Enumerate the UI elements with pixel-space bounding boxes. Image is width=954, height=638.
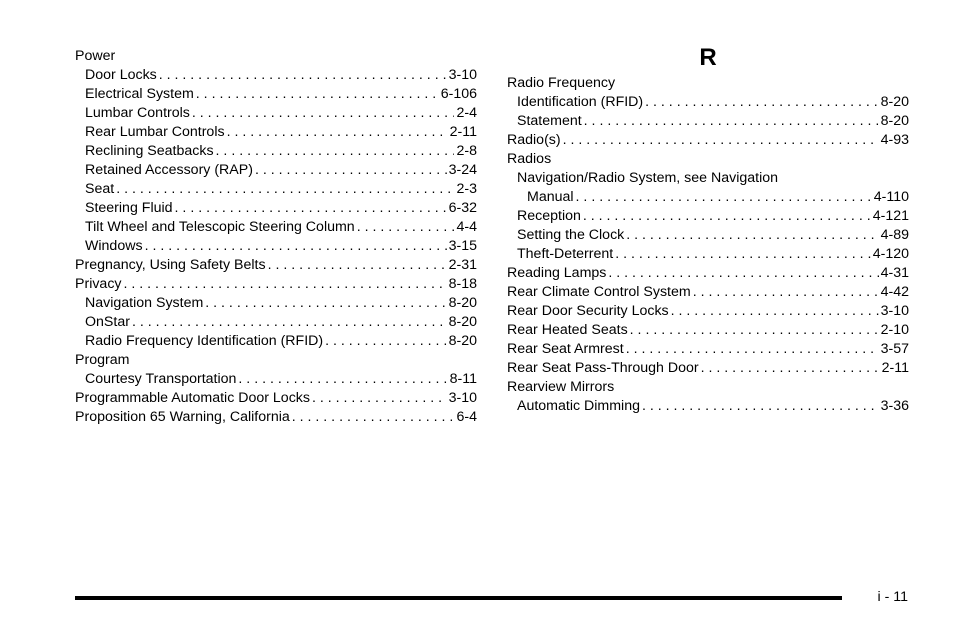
entry-page: 4-31 [880,265,909,281]
dot-leader [132,313,447,332]
dot-leader [196,85,439,104]
dot-leader [192,104,455,123]
entry-page: 4-121 [872,208,909,224]
entry-page: 8-20 [880,94,909,110]
entry-label: Radio Frequency [507,75,616,91]
entry-page: 3-10 [448,390,477,406]
index-entry [75,389,477,408]
entry-page: 4-110 [873,189,909,205]
index-entry [507,131,909,150]
entry-label: Rear Climate Control System [507,284,691,300]
entry-page: 2-4 [456,105,477,121]
index-entry [507,340,909,359]
entry-label: Pregnancy, Using Safety Belts [75,257,266,273]
entry-label: Program [75,352,130,368]
index-entry [75,237,477,256]
entry-label: Steering Fluid [85,200,173,216]
index-entry [507,359,909,378]
dot-leader [642,397,879,416]
index-entry [507,74,909,93]
entry-page: 2-3 [456,181,477,197]
index-entry [507,302,909,321]
entry-label: Power [75,48,116,64]
index-entry [507,321,909,340]
index-entry [75,85,477,104]
index-entry [75,370,477,389]
entry-label: Setting the Clock [517,227,625,243]
page-number: i - 11 [877,589,908,605]
entry-page: 4-42 [880,284,909,300]
entry-label: Lumbar Controls [85,105,190,121]
entry-page: 2-8 [456,143,477,159]
entry-page: 4-89 [880,227,909,243]
index-entry [507,397,909,416]
index-entry [507,378,909,397]
dot-leader [124,275,447,294]
entry-label: Door Locks [85,67,157,83]
entry-label: OnStar [85,314,130,330]
index-entry [75,256,477,275]
index-entry [75,104,477,123]
entry-page: 3-15 [448,238,477,254]
index-entry [75,313,477,332]
entry-label: Identification (RFID) [517,94,644,110]
index-entry [75,408,477,427]
entry-page: 8-11 [449,371,477,387]
dot-leader [626,340,879,359]
entry-page: 6-32 [448,200,477,216]
entry-page: 4-4 [456,219,477,235]
entry-label: Programmable Automatic Door Locks [75,390,310,406]
entry-page: 3-57 [880,341,909,357]
dot-leader [626,226,878,245]
index-entry [507,150,909,169]
entry-label: Rearview Mirrors [507,379,615,395]
index-entry [75,142,477,161]
dot-leader [583,207,871,226]
dot-leader [216,142,455,161]
entry-page: 4-93 [880,132,909,148]
dot-leader [159,66,447,85]
entry-label: Reading Lamps [507,265,607,281]
footer-rule [75,596,842,600]
entry-page: 8-20 [880,113,909,129]
entry-label: Reception [517,208,581,224]
dot-leader [268,256,447,275]
index-entry [507,245,909,264]
entry-label: Radio Frequency Identification (RFID) [85,333,324,349]
index-entry [507,188,909,207]
index-entry [75,218,477,237]
dot-leader [576,188,872,207]
entry-label: Windows [85,238,143,254]
entry-label: Manual [527,189,574,205]
entry-label: Rear Seat Pass-Through Door [507,360,699,376]
entry-label: Radios [507,151,552,167]
entry-label: Radio(s) [507,132,561,148]
entry-label: Rear Door Security Locks [507,303,669,319]
entry-label: Statement [517,113,582,129]
index-entry [75,123,477,142]
entry-label: Navigation/Radio System, see Navigation [517,170,779,186]
entry-page: 3-10 [448,67,477,83]
entry-label: Electrical System [85,86,194,102]
index-entry [75,351,477,370]
entry-page: 3-24 [448,162,477,178]
dot-leader [292,408,455,427]
dot-leader [312,389,447,408]
index-entry [75,66,477,85]
index-entry [75,294,477,313]
dot-leader [255,161,447,180]
dot-leader [645,93,878,112]
dot-leader [116,180,454,199]
entry-label: Rear Seat Armrest [507,341,624,357]
entry-label: Courtesy Transportation [85,371,237,387]
dot-leader [693,283,879,302]
index-entry [75,47,477,66]
dot-leader [671,302,879,321]
entry-label: Tilt Wheel and Telescopic Steering Column [85,219,355,235]
index-entry [507,112,909,131]
index-column-left [75,47,477,427]
dot-leader [205,294,446,313]
entry-label: Reclining Seatbacks [85,143,214,159]
index-entry [75,180,477,199]
index-entry [507,264,909,283]
dot-leader [145,237,447,256]
entry-page: 2-11 [449,124,477,140]
entry-label: Seat [85,181,115,197]
dot-leader [563,131,879,150]
dot-leader [325,332,446,351]
entry-page: 2-10 [880,322,909,338]
entry-page: 3-36 [880,398,909,414]
index-entry [507,207,909,226]
entry-label: Theft-Deterrent [517,246,614,262]
dot-leader [227,123,448,142]
entry-page: 2-31 [448,257,477,273]
index-entry [507,169,909,188]
index-entry [507,226,909,245]
dot-leader [630,321,879,340]
dot-leader [701,359,880,378]
index-entry [75,275,477,294]
entry-page: 2-11 [881,360,909,376]
entry-page: 6-106 [440,86,477,102]
dot-leader [608,264,878,283]
entry-label: Proposition 65 Warning, California [75,409,290,425]
section-letter: R [699,44,717,71]
index-column-right [507,74,909,416]
index-entry [75,332,477,351]
index-entry [75,161,477,180]
dot-leader [615,245,871,264]
entry-label: Retained Accessory (RAP) [85,162,253,178]
index-entry [507,283,909,302]
dot-leader [238,370,447,389]
dot-leader [175,199,447,218]
index-entry [75,199,477,218]
entry-page: 8-20 [448,333,477,349]
entry-page: 4-120 [872,246,909,262]
entry-page: 8-20 [448,295,477,311]
entry-page: 8-18 [448,276,477,292]
dot-leader [584,112,879,131]
entry-label: Privacy [75,276,122,292]
entry-label: Rear Lumbar Controls [85,124,225,140]
entry-page: 6-4 [456,409,477,425]
entry-page: 8-20 [448,314,477,330]
entry-label: Navigation System [85,295,204,311]
dot-leader [357,218,455,237]
entry-page: 3-10 [880,303,909,319]
entry-label: Rear Heated Seats [507,322,628,338]
entry-label: Automatic Dimming [517,398,640,414]
index-entry [507,93,909,112]
